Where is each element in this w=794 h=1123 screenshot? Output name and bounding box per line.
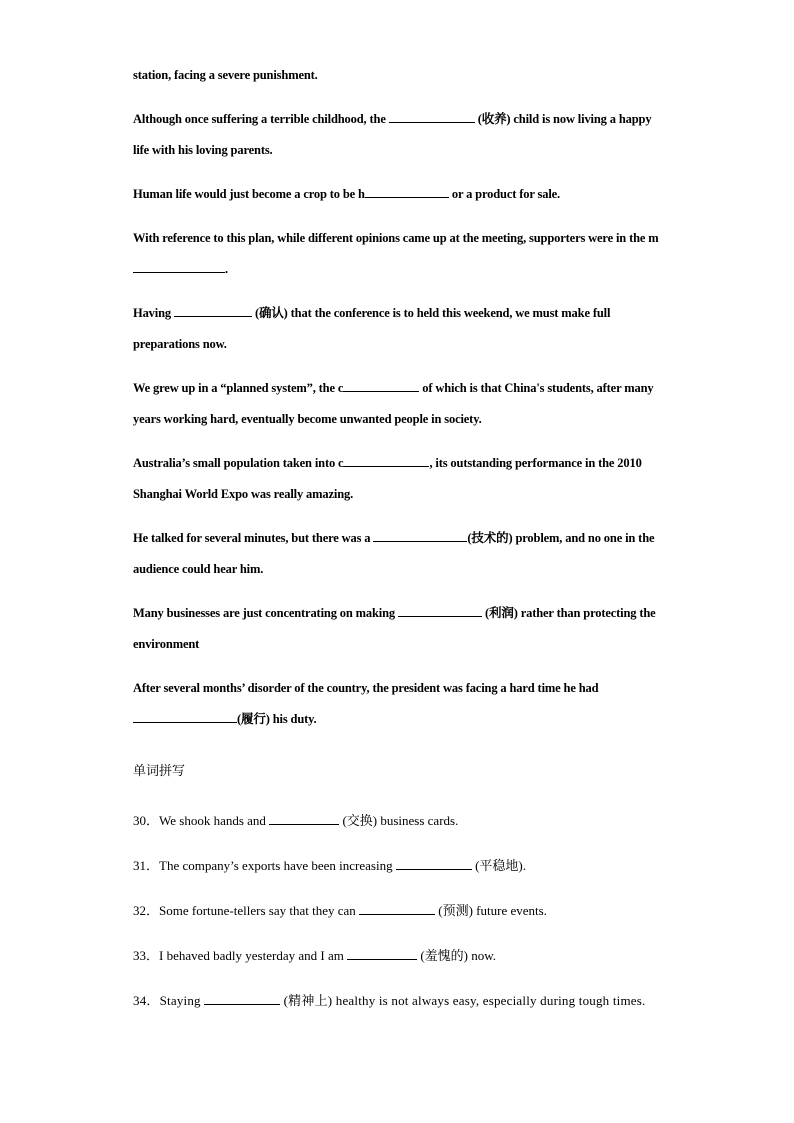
- answer-blank[interactable]: [133, 709, 237, 723]
- question-number: 34．: [133, 993, 160, 1008]
- section-heading: 单词拼写: [133, 764, 186, 779]
- sentence-8: Many businesses are just concentrating on making (利润) rather than protecting the environment: [133, 598, 663, 660]
- answer-blank[interactable]: [204, 991, 280, 1005]
- answer-blank[interactable]: [133, 259, 225, 273]
- answer-blank[interactable]: [373, 528, 467, 542]
- answer-blank[interactable]: [398, 603, 482, 617]
- question-33: 33．I behaved badly yesterday and I am (羞愧的) now.: [133, 948, 497, 963]
- answer-blank[interactable]: [396, 856, 472, 870]
- document-page: [133, 60, 663, 1030]
- question-number: 33．: [133, 948, 160, 963]
- answer-blank[interactable]: [269, 811, 339, 825]
- question-number: 30．: [133, 813, 160, 828]
- sentence-0: station, facing a severe punishment.: [133, 68, 318, 82]
- answer-blank[interactable]: [389, 109, 475, 123]
- answer-blank[interactable]: [343, 378, 419, 392]
- question-30: 30．We shook hands and (交换) business cards.: [133, 813, 459, 828]
- answer-blank[interactable]: [174, 303, 252, 317]
- answer-blank[interactable]: [359, 901, 435, 915]
- sentence-3: With reference to this plan, while different opinions came up at the meeting, supporters were in the m.: [133, 231, 659, 276]
- answer-blank[interactable]: [365, 184, 449, 198]
- question-32: 32．Some fortune-tellers say that they can (预测) future events.: [133, 903, 547, 918]
- question-number: 31．: [133, 858, 160, 873]
- answer-blank[interactable]: [343, 453, 429, 467]
- sentence-6: Australia’s small population taken into c , its outstanding performance in the 2010 Shanghai World Expo was really amazing.: [133, 448, 663, 510]
- question-number: 32．: [133, 903, 160, 918]
- question-31: 31．The company’s exports have been increasing (平稳地).: [133, 858, 526, 873]
- sentence-5: We grew up in a “planned system”, the c of which is that China's students, after many years working hard, eventually become unwanted people in society.: [133, 373, 663, 435]
- sentence-4: Having (确认) that the conference is to held this weekend, we must make full preparations now.: [133, 298, 663, 360]
- sentence-2: Human life would just become a crop to be h or a product for sale.: [133, 179, 663, 210]
- sentence-9: After several months’ disorder of the country, the president was facing a hard time he had (履行) his duty.: [133, 681, 599, 726]
- question-34: 34．Staying (精神上) healthy is not always easy, especially during tough times.: [133, 993, 646, 1008]
- sentence-1: Although once suffering a terrible childhood, the (收养) child is now living a happy life with his loving parents.: [133, 104, 663, 166]
- answer-blank[interactable]: [347, 946, 417, 960]
- sentence-7: He talked for several minutes, but there was a (技术的) problem, and no one in the audience could hear him.: [133, 523, 663, 585]
